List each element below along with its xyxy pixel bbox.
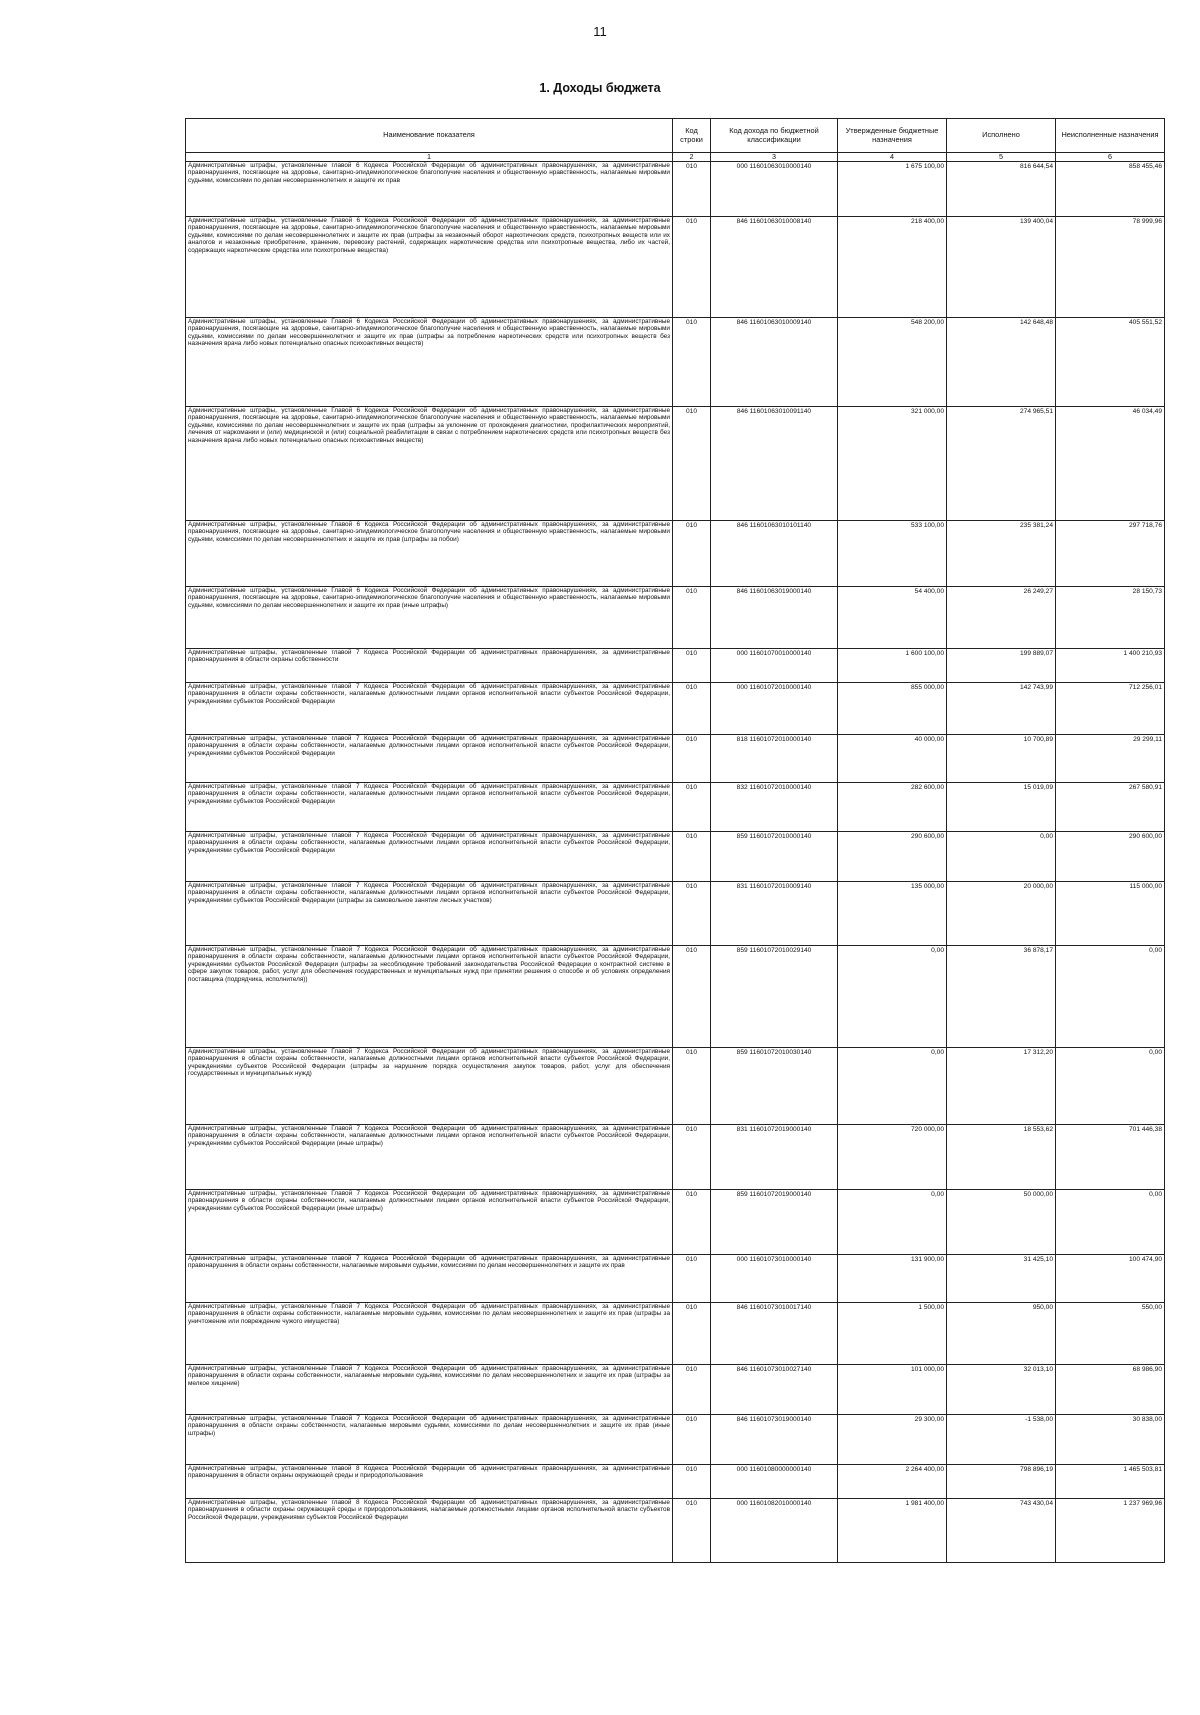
indicator-name: Административные штрафы, установленные Главой 6 Кодекса Российской Федерации об административных правонарушениях, за административные правонарушения, посягающие на здоровье, санитарно-эпидемиологическое благополучие населения и общественную нравственность, налагаемые мировыми судьями, комиссиями по делам несовершеннолетних и защите их прав (штрафы за потребление наркотических средств или психотропных веществ без назначения врача либо новых потенциально опасных психоактивных веществ) <box>186 318 673 407</box>
approved-amount: 1 600 100,00 <box>838 649 947 683</box>
unexecuted-amount: 0,00 <box>1056 946 1165 1048</box>
revenue-code: 818 11601072010000140 <box>711 735 838 783</box>
executed-amount: 31 425,10 <box>947 1255 1056 1303</box>
executed-amount: -1 538,00 <box>947 1415 1056 1465</box>
table-row <box>186 1415 1165 1465</box>
approved-amount: 131 900,00 <box>838 1255 947 1303</box>
executed-amount: 235 381,24 <box>947 521 1056 587</box>
table-row <box>186 318 1165 407</box>
table-row <box>186 521 1165 587</box>
approved-amount: 1 675 100,00 <box>838 162 947 217</box>
table-row <box>186 882 1165 946</box>
indicator-name: Административные штрафы, установленные главой 7 Кодекса Российской Федерации об административных правонарушениях, за административные правонарушения в области охраны собственности <box>186 649 673 683</box>
approved-amount: 40 000,00 <box>838 735 947 783</box>
line-code: 010 <box>673 649 711 683</box>
indicator-name: Административные штрафы, установленные главой 7 Кодекса Российской Федерации об административных правонарушениях, за административные правонарушения в области охраны собственности, налагаемые должностными лицами органов исполнительной власти субъектов Российской Федерации, учреждениями субъектов Российской Федерации <box>186 735 673 783</box>
unexecuted-amount: 712 256,01 <box>1056 683 1165 735</box>
table-row <box>186 1125 1165 1190</box>
table-row <box>186 587 1165 649</box>
indicator-name: Административные штрафы, установленные Главой 7 Кодекса Российской Федерации об административных правонарушениях, за административные правонарушения в области охраны собственности, налагаемые мировыми судьями, комиссиями по делам несовершеннолетних и защите их прав (иные штрафы) <box>186 1415 673 1465</box>
indicator-name: Административные штрафы, установленные главой 8 Кодекса Российской Федерации об административных правонарушениях, за административные правонарушения в области охраны окружающей среды и природопользования <box>186 1465 673 1499</box>
table-row <box>186 1190 1165 1255</box>
executed-amount: 18 553,62 <box>947 1125 1056 1190</box>
revenue-code: 000 11601082010000140 <box>711 1499 838 1563</box>
unexecuted-amount: 78 999,96 <box>1056 217 1165 318</box>
unexecuted-amount: 30 838,00 <box>1056 1415 1165 1465</box>
revenue-code: 846 11601063019000140 <box>711 587 838 649</box>
header-line-code: Код строки <box>673 119 711 153</box>
line-code: 010 <box>673 735 711 783</box>
indicator-name: Административные штрафы, установленные главой 7 Кодекса Российской Федерации об административных правонарушениях, за административные правонарушения в области охраны собственности, налагаемые должностными лицами органов исполнительной власти субъектов Российской Федерации, учреждениями субъектов Российской Федерации <box>186 783 673 832</box>
line-code: 010 <box>673 683 711 735</box>
unexecuted-amount: 267 580,91 <box>1056 783 1165 832</box>
unexecuted-amount: 701 446,38 <box>1056 1125 1165 1190</box>
approved-amount: 290 600,00 <box>838 832 947 882</box>
line-code: 010 <box>673 318 711 407</box>
revenue-code: 000 11601070010000140 <box>711 649 838 683</box>
indicator-name: Административные штрафы, установленные Главой 7 Кодекса Российской Федерации об административных правонарушениях, за административные правонарушения в области охраны собственности, налагаемые должностными лицами органов исполнительной власти субъектов Российской Федерации, учреждениями субъектов Российской Федерации (штрафы за несоблюдение требований законодательства Российской Федерации о контрактной системе в сфере закупок товаров, работ, услуг для обеспечения государственных и муниципальных нужд при принятии решения о способе и об условиях определения поставщика (подрядчика, исполнителя)) <box>186 946 673 1048</box>
unexecuted-amount: 100 474,90 <box>1056 1255 1165 1303</box>
unexecuted-amount: 115 000,00 <box>1056 882 1165 946</box>
indicator-name: Административные штрафы, установленные Главой 6 Кодекса Российской Федерации об административных правонарушениях, за административные правонарушения, посягающие на здоровье, санитарно-эпидемиологическое благополучие населения и общественную нравственность, налагаемые мировыми судьями, комиссиями по делам несовершеннолетних и защите их прав (штрафы за побои) <box>186 521 673 587</box>
line-code: 010 <box>673 1190 711 1255</box>
indicator-name: Административные штрафы, установленные главой 7 Кодекса Российской Федерации об административных правонарушениях, за административные правонарушения в области охраны собственности, налагаемые должностными лицами органов исполнительной власти субъектов Российской Федерации, учреждениями субъектов Российской Федерации (штрафы за самовольное занятие лесных участков) <box>186 882 673 946</box>
table-row <box>186 946 1165 1048</box>
unexecuted-amount: 0,00 <box>1056 1190 1165 1255</box>
revenue-code: 831 11601072019000140 <box>711 1125 838 1190</box>
revenue-code: 846 11601063010091140 <box>711 407 838 521</box>
table-row <box>186 1465 1165 1499</box>
executed-amount: 798 896,19 <box>947 1465 1056 1499</box>
unexecuted-amount: 858 455,46 <box>1056 162 1165 217</box>
executed-amount: 142 743,99 <box>947 683 1056 735</box>
table-body <box>186 162 1165 1563</box>
executed-amount: 20 000,00 <box>947 882 1056 946</box>
line-code: 010 <box>673 587 711 649</box>
line-code: 010 <box>673 521 711 587</box>
executed-amount: 17 312,20 <box>947 1048 1056 1125</box>
table-row <box>186 649 1165 683</box>
approved-amount: 29 300,00 <box>838 1415 947 1465</box>
line-code: 010 <box>673 1048 711 1125</box>
revenue-code: 859 11601072010000140 <box>711 832 838 882</box>
indicator-name: Административные штрафы, установленные главой 8 Кодекса Российской Федерации об административных правонарушениях, за административные правонарушения в области охраны окружающей среды и природопользования, налагаемые должностными лицами органов исполнительной власти субъектов Российской Федерации, учреждениями субъектов Российской Федерации <box>186 1499 673 1563</box>
header-unexecuted: Неисполненные назначения <box>1056 119 1165 153</box>
unexecuted-amount: 1 400 210,93 <box>1056 649 1165 683</box>
budget-revenue-table <box>185 118 1165 1563</box>
revenue-code: 859 11601072010030140 <box>711 1048 838 1125</box>
approved-amount: 548 200,00 <box>838 318 947 407</box>
table-row <box>186 683 1165 735</box>
column-number: 5 <box>947 153 1056 162</box>
executed-amount: 10 700,89 <box>947 735 1056 783</box>
executed-amount: 0,00 <box>947 832 1056 882</box>
revenue-code: 831 11601072010009140 <box>711 882 838 946</box>
indicator-name: Административные штрафы, установленные Главой 7 Кодекса Российской Федерации об административных правонарушениях, за административные правонарушения в области охраны собственности, налагаемые мировыми судьями, комиссиями по делам несовершеннолетних и защите их прав (штрафы за мелкое хищение) <box>186 1365 673 1415</box>
unexecuted-amount: 550,00 <box>1056 1303 1165 1365</box>
revenue-code: 846 11601073019000140 <box>711 1415 838 1465</box>
revenue-code: 000 11601063010000140 <box>711 162 838 217</box>
line-code: 010 <box>673 1415 711 1465</box>
column-number: 6 <box>1056 153 1165 162</box>
approved-amount: 855 000,00 <box>838 683 947 735</box>
table-row <box>186 735 1165 783</box>
table-row <box>186 1255 1165 1303</box>
page-number: 11 <box>593 24 607 39</box>
approved-amount: 321 000,00 <box>838 407 947 521</box>
unexecuted-amount: 297 718,76 <box>1056 521 1165 587</box>
unexecuted-amount: 405 551,52 <box>1056 318 1165 407</box>
line-code: 010 <box>673 1303 711 1365</box>
line-code: 010 <box>673 407 711 521</box>
approved-amount: 533 100,00 <box>838 521 947 587</box>
unexecuted-amount: 1 237 969,96 <box>1056 1499 1165 1563</box>
approved-amount: 1 981 400,00 <box>838 1499 947 1563</box>
line-code: 010 <box>673 217 711 318</box>
approved-amount: 101 000,00 <box>838 1365 947 1415</box>
indicator-name: Административные штрафы, установленные Главой 7 Кодекса Российской Федерации об административных правонарушениях, за административные правонарушения в области охраны собственности, налагаемые мировыми судьями, комиссиями по делам несовершеннолетних и защите их прав (штрафы за уничтожение или повреждение чужого имущества) <box>186 1303 673 1365</box>
revenue-code: 846 11601063010008140 <box>711 217 838 318</box>
section-title: 1. Доходы бюджета <box>539 81 661 95</box>
approved-amount: 1 500,00 <box>838 1303 947 1365</box>
approved-amount: 0,00 <box>838 946 947 1048</box>
approved-amount: 0,00 <box>838 1190 947 1255</box>
header-approved: Утвержденные бюджетные назначения <box>838 119 947 153</box>
indicator-name: Административные штрафы, установленные Главой 7 Кодекса Российской Федерации об административных правонарушениях, за административные правонарушения в области охраны собственности, налагаемые должностными лицами органов исполнительной власти субъектов Российской Федерации, учреждениями субъектов Российской Федерации (иные штрафы) <box>186 1190 673 1255</box>
column-number: 3 <box>711 153 838 162</box>
indicator-name: Административные штрафы, установленные Главой 6 Кодекса Российской Федерации об административных правонарушениях, за административные правонарушения, посягающие на здоровье, санитарно-эпидемиологическое благополучие населения и общественную нравственность, налагаемые мировыми судьями, комиссиями по делам несовершеннолетних и защите их прав (штрафы за уклонение от прохождения диагностики, профилактических мероприятий, лечения от наркомании и (или) медицинской и (или) социальной реабилитации в связи с потреблением наркотических средств или психотропных веществ без назначения врача либо новых потенциально опасных психоактивных веществ) <box>186 407 673 521</box>
column-number: 1 <box>186 153 673 162</box>
executed-amount: 274 965,51 <box>947 407 1056 521</box>
executed-amount: 139 400,04 <box>947 217 1056 318</box>
table-row <box>186 832 1165 882</box>
approved-amount: 0,00 <box>838 1048 947 1125</box>
executed-amount: 15 019,09 <box>947 783 1056 832</box>
revenue-code: 000 11601080000000140 <box>711 1465 838 1499</box>
revenue-code: 859 11601072019000140 <box>711 1190 838 1255</box>
revenue-code: 846 11601063010009140 <box>711 318 838 407</box>
executed-amount: 199 889,07 <box>947 649 1056 683</box>
unexecuted-amount: 290 600,00 <box>1056 832 1165 882</box>
line-code: 010 <box>673 832 711 882</box>
unexecuted-amount: 1 465 503,81 <box>1056 1465 1165 1499</box>
revenue-code: 846 11601073010027140 <box>711 1365 838 1415</box>
indicator-name: Административные штрафы, установленные главой 7 Кодекса Российской Федерации об административных правонарушениях, за административные правонарушения в области охраны собственности, налагаемые должностными лицами органов исполнительной власти субъектов Российской Федерации, учреждениями субъектов Российской Федерации <box>186 832 673 882</box>
column-number-row <box>186 153 1165 162</box>
table-row <box>186 1499 1165 1563</box>
indicator-name: Административные штрафы, установленные главой 7 Кодекса Российской Федерации об административных правонарушениях, за административные правонарушения в области охраны собственности, налагаемые мировыми судьями, комиссиями по делам несовершеннолетних и защите их прав <box>186 1255 673 1303</box>
executed-amount: 26 249,27 <box>947 587 1056 649</box>
header-indicator-name: Наименование показателя <box>186 119 673 153</box>
approved-amount: 135 000,00 <box>838 882 947 946</box>
line-code: 010 <box>673 1499 711 1563</box>
unexecuted-amount: 68 986,90 <box>1056 1365 1165 1415</box>
indicator-name: Административные штрафы, установленные главой 7 Кодекса Российской Федерации об административных правонарушениях, за административные правонарушения в области охраны собственности, налагаемые должностными лицами органов исполнительной власти субъектов Российской Федерации, учреждениями субъектов Российской Федерации <box>186 683 673 735</box>
unexecuted-amount: 0,00 <box>1056 1048 1165 1125</box>
header-revenue-code: Код дохода по бюджетной классификации <box>711 119 838 153</box>
revenue-code: 000 11601073010000140 <box>711 1255 838 1303</box>
table-row <box>186 1048 1165 1125</box>
table-row <box>186 162 1165 217</box>
unexecuted-amount: 46 034,49 <box>1056 407 1165 521</box>
approved-amount: 720 000,00 <box>838 1125 947 1190</box>
executed-amount: 50 000,00 <box>947 1190 1056 1255</box>
line-code: 010 <box>673 783 711 832</box>
executed-amount: 36 878,17 <box>947 946 1056 1048</box>
approved-amount: 218 400,00 <box>838 217 947 318</box>
header-executed: Исполнено <box>947 119 1056 153</box>
indicator-name: Административные штрафы, установленные Главой 6 Кодекса Российской Федерации об административных правонарушениях, за административные правонарушения, посягающие на здоровье, санитарно-эпидемиологическое благополучие населения и общественную нравственность, налагаемые мировыми судьями, комиссиями по делам несовершеннолетних и защите их прав (иные штрафы) <box>186 587 673 649</box>
table-header-row <box>186 119 1165 153</box>
indicator-name: Административные штрафы, установленные Главой 7 Кодекса Российской Федерации об административных правонарушениях, за административные правонарушения в области охраны собственности, налагаемые должностными лицами органов исполнительной власти субъектов Российской Федерации, учреждениями субъектов Российской Федерации (штрафы за нарушение порядка осуществления закупок товаров, работ, услуг для обеспечения государственных и муниципальных нужд) <box>186 1048 673 1125</box>
line-code: 010 <box>673 1255 711 1303</box>
table-row <box>186 783 1165 832</box>
line-code: 010 <box>673 1365 711 1415</box>
line-code: 010 <box>673 882 711 946</box>
revenue-code: 832 11601072010000140 <box>711 783 838 832</box>
executed-amount: 816 644,54 <box>947 162 1056 217</box>
unexecuted-amount: 28 150,73 <box>1056 587 1165 649</box>
unexecuted-amount: 29 299,11 <box>1056 735 1165 783</box>
revenue-code: 000 11601072010000140 <box>711 683 838 735</box>
column-number: 2 <box>673 153 711 162</box>
executed-amount: 142 648,48 <box>947 318 1056 407</box>
revenue-code: 846 11601073010017140 <box>711 1303 838 1365</box>
table-row <box>186 1303 1165 1365</box>
revenue-code: 859 11601072010029140 <box>711 946 838 1048</box>
line-code: 010 <box>673 946 711 1048</box>
executed-amount: 743 430,04 <box>947 1499 1056 1563</box>
approved-amount: 54 400,00 <box>838 587 947 649</box>
executed-amount: 32 013,10 <box>947 1365 1056 1415</box>
indicator-name: Административные штрафы, установленные главой 6 Кодекса Российской Федерации об административных правонарушениях, за административные правонарушения, посягающие на здоровье, санитарно-эпидемиологическое благополучие населения и общественную нравственность, налагаемые мировыми судьями, комиссиями по делам несовершеннолетних и защите их прав <box>186 162 673 217</box>
table-row <box>186 1365 1165 1415</box>
approved-amount: 282 600,00 <box>838 783 947 832</box>
approved-amount: 2 264 400,00 <box>838 1465 947 1499</box>
indicator-name: Административные штрафы, установленные Главой 7 Кодекса Российской Федерации об административных правонарушениях, за административные правонарушения в области охраны собственности, налагаемые должностными лицами органов исполнительной власти субъектов Российской Федерации, учреждениями субъектов Российской Федерации (иные штрафы) <box>186 1125 673 1190</box>
column-number: 4 <box>838 153 947 162</box>
indicator-name: Административные штрафы, установленные Главой 6 Кодекса Российской Федерации об административных правонарушениях, за административные правонарушения, посягающие на здоровье, санитарно-эпидемиологическое благополучие населения и общественную нравственность, налагаемые мировыми судьями, комиссиями по делам несовершеннолетних и защите их прав (штрафы за незаконный оборот наркотических средств, психотропных веществ или их аналогов и незаконные приобретение, хранение, перевозку растений, содержащих наркотические средства или психотропные вещества, либо их частей, содержащих наркотические средства или психотропные вещества) <box>186 217 673 318</box>
table-row <box>186 407 1165 521</box>
line-code: 010 <box>673 162 711 217</box>
line-code: 010 <box>673 1125 711 1190</box>
table-row <box>186 217 1165 318</box>
revenue-code: 846 11601063010101140 <box>711 521 838 587</box>
executed-amount: 950,00 <box>947 1303 1056 1365</box>
line-code: 010 <box>673 1465 711 1499</box>
